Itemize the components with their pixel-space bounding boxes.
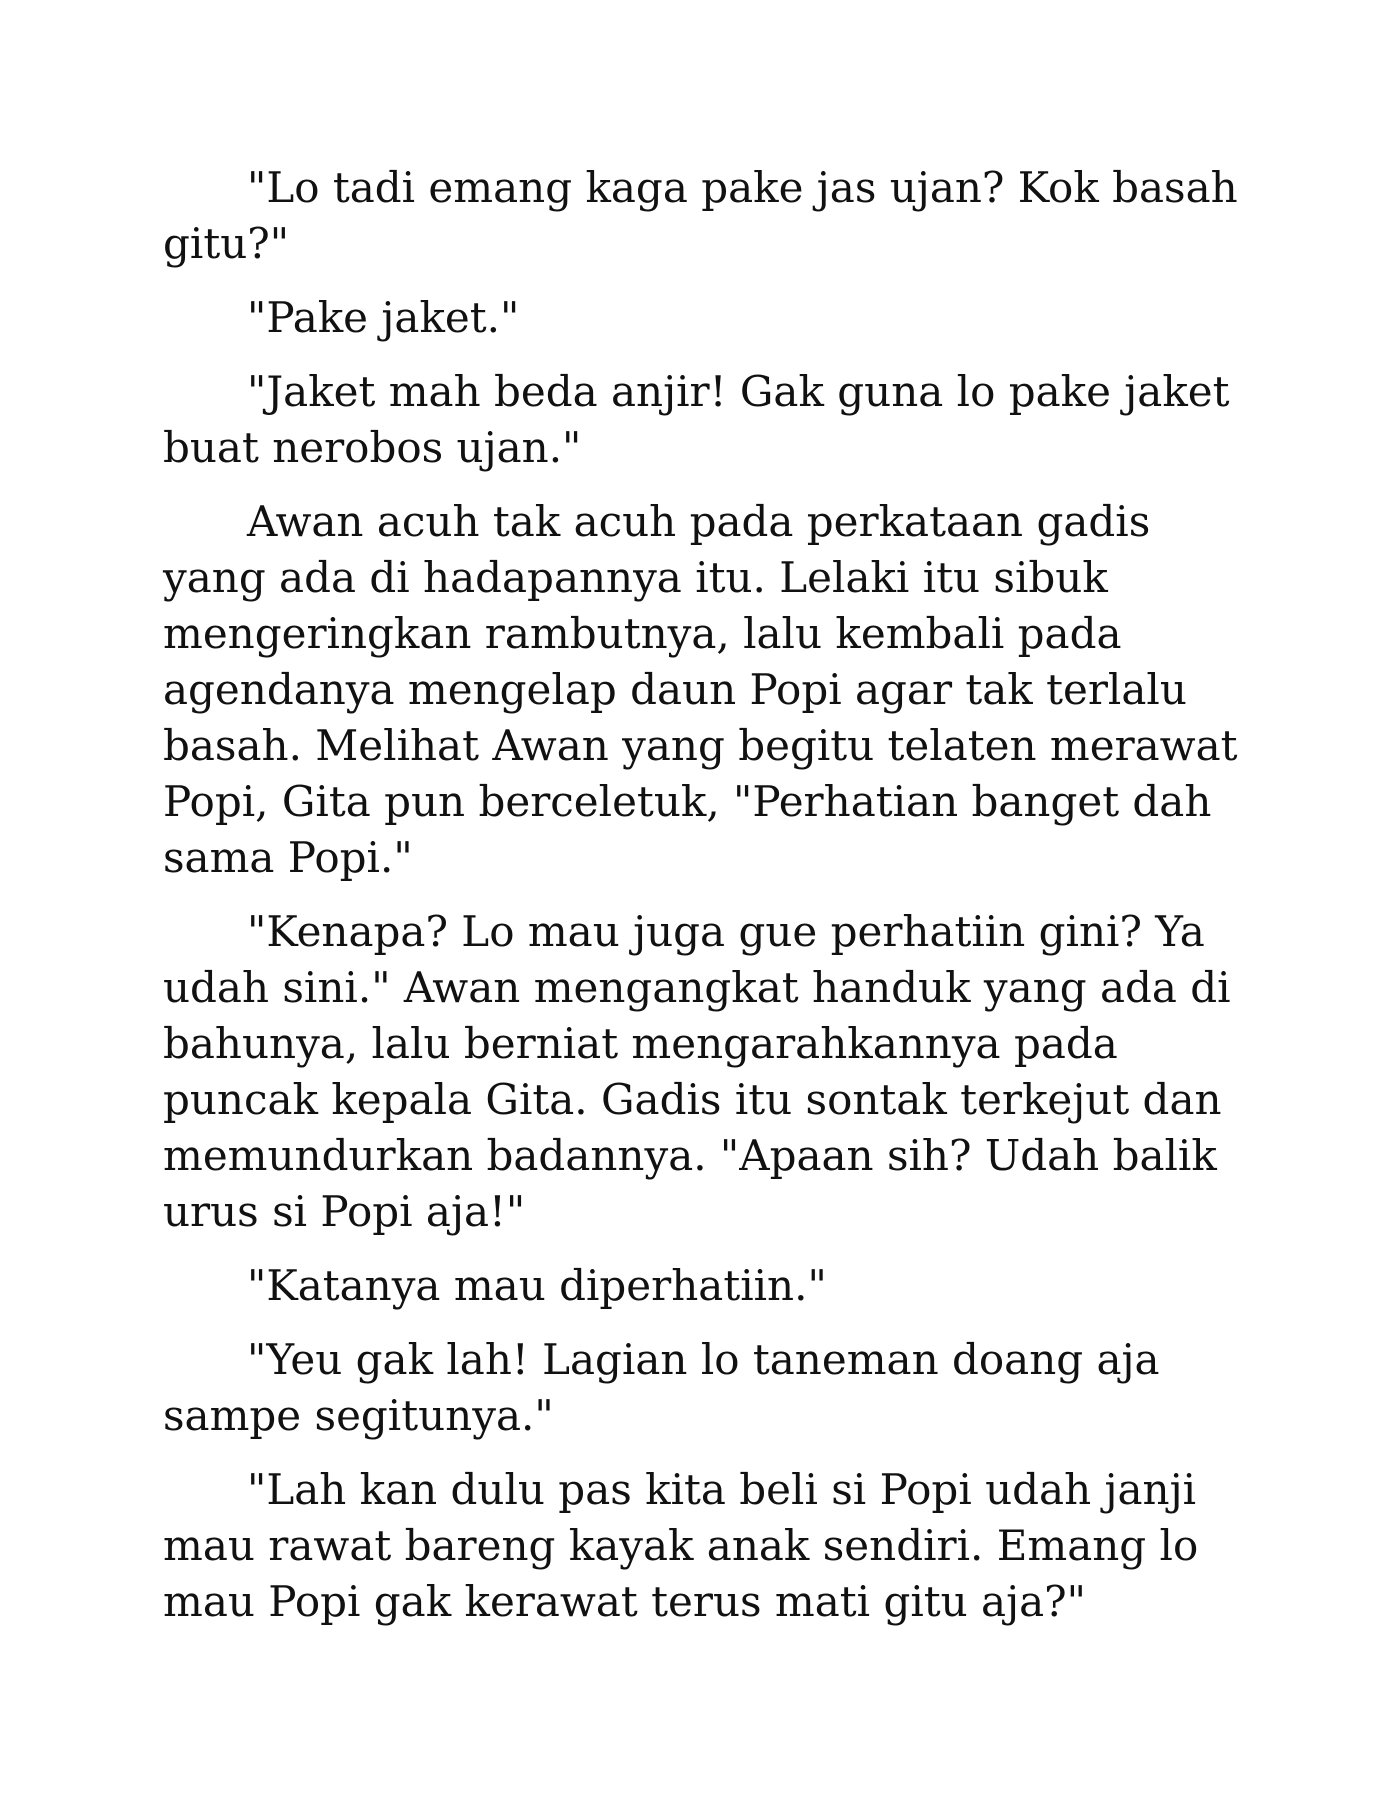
paragraph-7: "Yeu gak lah! Lagian lo taneman doang aja sampe segitunya." <box>163 1335 1160 1440</box>
paragraph-2: "Pake jaket." <box>247 293 520 342</box>
paragraph-8: "Lah kan dulu pas kita beli si Popi udah janji mau rawat bareng kayak anak sendiri. Emang lo mau Popi gak kerawat terus mati gitu aja?" <box>163 1465 1199 1626</box>
paragraph-3: "Jaket mah beda anjir! Gak guna lo pake jaket buat nerobos ujan." <box>163 367 1230 472</box>
paragraph-5: "Kenapa? Lo mau juga gue perhatiin gini? Ya udah sini." Awan mengangkat handuk yang ada di bahunya, lalu berniat mengarahkannya pada puncak kepala Gita. Gadis itu sontak terkejut dan memundurkan badannya. "Apaan sih? Udah balik urus si Popi aja!" <box>163 907 1231 1236</box>
paragraph-4: Awan acuh tak acuh pada perkataan gadis yang ada di hadapannya itu. Lelaki itu sibuk mengeringkan rambutnya, lalu kembali pada agendanya mengelap daun Popi agar tak terlalu basah. Melihat Awan yang begitu telaten merawat Popi, Gita pun berceletuk, "Perhatian banget dah sama Popi." <box>163 497 1238 882</box>
paragraph-6: "Katanya mau diperhatiin." <box>247 1261 827 1310</box>
body-text <box>163 160 1243 1648</box>
paragraph-1: "Lo tadi emang kaga pake jas ujan? Kok basah gitu?" <box>163 163 1238 268</box>
